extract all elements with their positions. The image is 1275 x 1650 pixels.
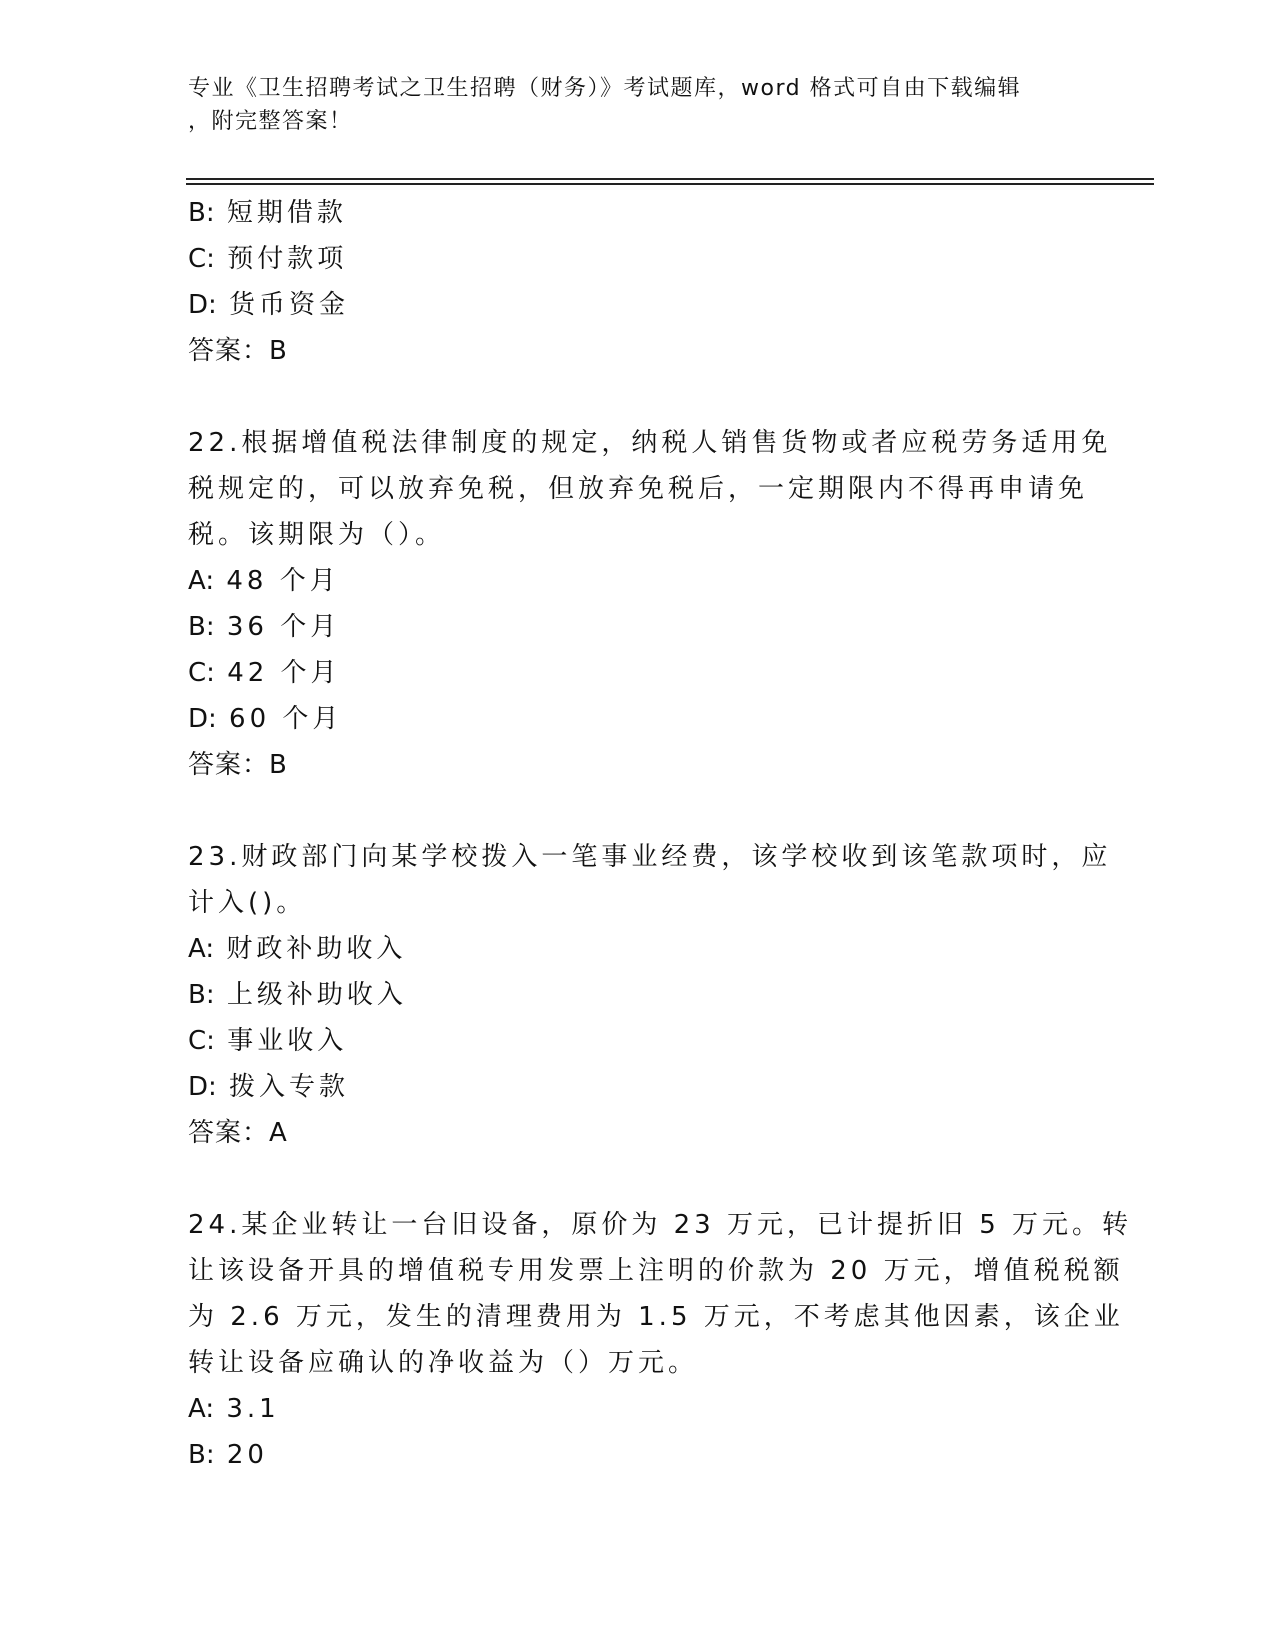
option-label: C: (188, 658, 215, 688)
question-stem-line: 让该设备开具的增值税专用发票上注明的价款为 20 万元，增值税税额 (188, 1256, 1124, 1286)
header-line-2: ，附完整答案！ (188, 109, 353, 134)
answer-line: 答案：A (188, 1118, 288, 1148)
header-divider-top (186, 178, 1154, 180)
option-text: 60 个月 (229, 704, 343, 734)
spacer (188, 1156, 1088, 1202)
question-stem-line: 转让设备应确认的净收益为（）万元。 (188, 1348, 699, 1378)
answer-line: 答案：B (188, 750, 288, 780)
option-text: 预付款项 (227, 244, 348, 274)
answer-line: 答案：B (188, 336, 288, 366)
option-text: 20 (226, 1440, 268, 1470)
option-text: 上级补助收入 (226, 980, 407, 1010)
option-label: B: (188, 198, 215, 228)
option-d (188, 1064, 1088, 1110)
spacer (188, 374, 1088, 420)
option-label: D: (188, 290, 217, 320)
option-b (188, 190, 1088, 236)
option-label: B: (188, 980, 215, 1010)
option-label: A: (188, 1394, 215, 1424)
question-stem-line: 22.根据增值税法律制度的规定，纳税人销售货物或者应税劳务适用免 (188, 428, 1112, 458)
option-c (188, 1018, 1088, 1064)
option-text: 事业收入 (227, 1026, 348, 1056)
option-d (188, 282, 1088, 328)
option-label: D: (188, 704, 217, 734)
question-stem-line: 23.财政部门向某学校拨入一笔事业经费，该学校收到该笔款项时，应 (188, 842, 1112, 872)
spacer (188, 788, 1088, 834)
option-text: 拨入专款 (229, 1072, 350, 1102)
option-label: C: (188, 244, 215, 274)
option-a (188, 1386, 1088, 1432)
option-a (188, 926, 1088, 972)
option-text: 短期借款 (226, 198, 347, 228)
question-22 (188, 420, 1112, 788)
option-label: B: (188, 1440, 215, 1470)
option-text: 48 个月 (226, 566, 340, 596)
question-stem-line: 计入()。 (188, 888, 307, 918)
option-c (188, 650, 1088, 696)
option-text: 42 个月 (227, 658, 341, 688)
option-label: C: (188, 1026, 215, 1056)
question-stem-line: 税。该期限为（）。 (188, 520, 446, 550)
option-label: A: (188, 566, 215, 596)
option-text: 财政补助收入 (226, 934, 407, 964)
question-stem-line: 24.某企业转让一台旧设备，原价为 23 万元，已计提折旧 5 万元。转 (188, 1210, 1133, 1240)
option-text: 36 个月 (226, 612, 341, 642)
option-label: D: (188, 1072, 217, 1102)
question-list (188, 190, 1133, 1478)
header-divider-bottom (186, 183, 1154, 185)
option-label: B: (188, 612, 215, 642)
option-b (188, 604, 1088, 650)
header-line-1: 专业《卫生招聘考试之卫生招聘（财务）》考试题库，word 格式可自由下载编辑 (188, 76, 1022, 101)
option-a (188, 558, 1088, 604)
option-text: 货币资金 (229, 290, 350, 320)
option-b (188, 1432, 1088, 1478)
option-text: 3.1 (226, 1394, 280, 1424)
question-24 (188, 1202, 1133, 1478)
question-23 (188, 834, 1112, 1156)
question-stem-line: 为 2.6 万元，发生的清理费用为 1.5 万元，不考虑其他因素，该企业 (188, 1302, 1124, 1332)
option-c (188, 236, 1088, 282)
option-label: A: (188, 934, 215, 964)
option-b (188, 972, 1088, 1018)
question-21-tail (188, 190, 1088, 374)
question-stem-line: 税规定的，可以放弃免税，但放弃免税后，一定期限内不得再申请免 (188, 474, 1089, 504)
document-header (188, 72, 1088, 138)
option-d (188, 696, 1088, 742)
